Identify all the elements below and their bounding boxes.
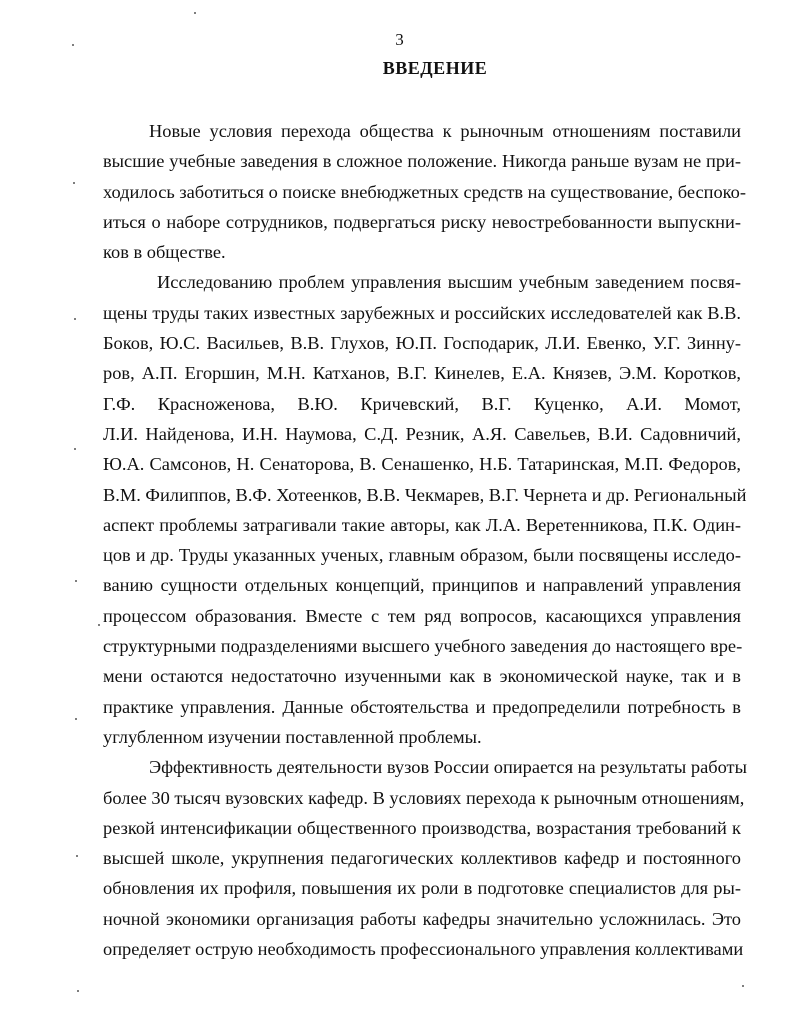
text-line: Г.Ф. Красноженова, В.Ю. Кричевский, В.Г. Куценко, А.И. Момот, xyxy=(103,393,741,414)
scan-speck xyxy=(74,318,76,320)
scan-speck xyxy=(72,44,74,46)
text-line: ванию сущности отдельных концепций, принципов и направлений управления xyxy=(103,575,741,596)
text-line: мени остаются недостаточно изученными как в экономической науке, так и в xyxy=(103,666,741,687)
paragraph-3 xyxy=(103,752,747,964)
text-line: В.М. Филиппов, В.Ф. Хотеенков, В.В. Чекмарев, В.Г. Чернета и др. Региональный xyxy=(103,484,747,505)
scan-speck xyxy=(98,624,100,626)
text-line: практике управления. Данные обстоятельства и предопределили потребность в xyxy=(103,696,741,717)
text-line: Эффективность деятельности вузов России опирается на результаты работы xyxy=(149,757,747,778)
paragraph-2 xyxy=(103,267,747,752)
scan-speck xyxy=(75,580,77,582)
scan-speck xyxy=(742,985,744,987)
text-line: ков в обществе. xyxy=(103,242,226,263)
text-line: Исследованию проблем управления высшим учебным заведением посвя- xyxy=(157,272,741,293)
text-line: высшие учебные заведения в сложное положение. Никогда раньше вузам не при- xyxy=(103,151,741,172)
text-line: аспект проблемы затрагивали такие авторы, как Л.А. Веретенникова, П.К. Один- xyxy=(103,514,741,535)
text-line: Ю.А. Самсонов, Н. Сенаторова, В. Сенашенко, Н.Б. Татаринская, М.П. Федоров, xyxy=(103,454,741,475)
scan-speck xyxy=(194,12,196,14)
scan-speck xyxy=(76,855,78,857)
text-line: резкой интенсификации общественного производства, возрастания требований к xyxy=(103,817,741,838)
text-line: структурными подразделениями высшего учебного заведения до настоящего вре- xyxy=(103,636,743,657)
text-line: Боков, Ю.С. Васильев, В.В. Глухов, Ю.П. Господарик, Л.И. Евенко, У.Г. Зинну- xyxy=(103,333,741,354)
text-line: высшей школе, укрупнения педагогических коллективов кафедр и постоянного xyxy=(103,848,741,869)
scan-speck xyxy=(75,718,77,720)
text-line: Л.И. Найденова, И.Н. Наумова, С.Д. Резник, А.Я. Савельев, В.И. Садовничий, xyxy=(103,423,741,444)
paragraph-1 xyxy=(103,116,746,267)
text-line: ночной экономики организация работы кафедры значительно усложнилась. Это xyxy=(103,908,741,929)
scan-speck xyxy=(74,448,76,450)
text-line: иться о наборе сотрудников, подвергаться риску невостребованности выпускни- xyxy=(103,211,741,232)
page-number: 3 xyxy=(395,30,404,49)
text-line: ров, А.П. Егоршин, М.Н. Катханов, В.Г. Кинелев, Е.А. Князев, Э.М. Коротков, xyxy=(103,363,741,384)
text-line: обновления их профиля, повышения их роли в подготовке специалистов для ры- xyxy=(103,878,741,899)
text-line: цов и др. Труды указанных ученых, главным образом, были посвящены исследо- xyxy=(103,545,741,566)
text-line: углубленном изучении поставленной проблемы. xyxy=(103,726,482,747)
text-line: более 30 тысяч вузовских кафедр. В условиях перехода к рыночным отношениям, xyxy=(103,787,745,808)
document-body xyxy=(103,116,747,964)
page-title: ВВЕДЕНИЕ xyxy=(382,58,488,78)
text-line: определяет острую необходимость профессионального управления коллективами xyxy=(103,939,744,960)
text-line: ходилось заботиться о поиске внебюджетных средств на существование, беспоко- xyxy=(103,181,746,202)
scan-speck xyxy=(73,182,75,184)
text-line: процессом образования. Вместе с тем ряд вопросов, касающихся управления xyxy=(103,605,741,626)
text-line: щены труды таких известных зарубежных и российских исследователей как В.В. xyxy=(103,302,741,323)
text-line: Новые условия перехода общества к рыночным отношениям поставили xyxy=(149,121,741,141)
scan-speck xyxy=(77,990,79,992)
